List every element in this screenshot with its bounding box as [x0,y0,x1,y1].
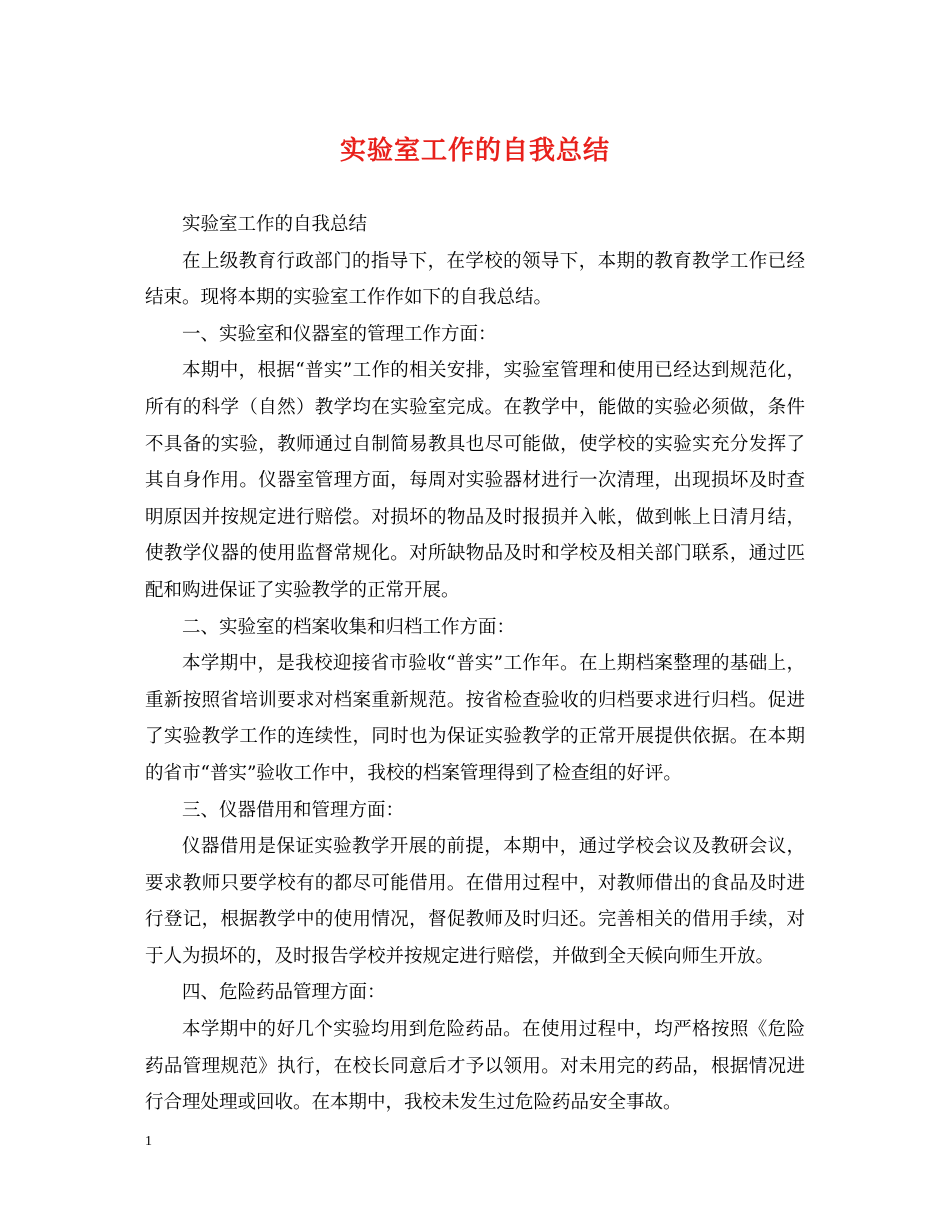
page-number: 1 [145,1134,152,1149]
section-heading-lab-management: 一、实验室和仪器室的管理工作方面： [182,323,497,345]
section-heading-hazardous-chemicals: 四、危险药品管理方面： [182,982,386,1004]
section-heading-equipment-lending: 三、仪器借用和管理方面： [182,799,405,821]
paragraph-lab-management: 本期中，根据“普实”工作的相关安排，实验室管理和使用已经达到规范化，所有的科学（自然）教学均在实验室完成。在教学中，能做的实验必须做，条件不具备的实验，教师通过自制简易教具也尽可能做，使学校的实验实充分发挥了其自身作用。仪器室管理方面，每周对实验器材进行一次清理，出现损坏及时查明原因并按规定进行赔偿。对损坏的物品及时报损并入帐，做到帐上日清月结，使教学仪器的使用监督常规化。对所缺物品及时和学校及相关部门联系，通过匹配和购进保证了实验教学的正常开展。 [145,360,805,601]
paragraph-hazardous-chemicals: 本学期中的好几个实验均用到危险药品。在使用过程中，均严格按照《危险药品管理规范》执行，在校长同意后才予以领用。对未用完的药品，根据情况进行合理处理或回收。在本期中，我校未发生过危险药品安全事故。 [145,1019,805,1114]
document-body [145,207,805,1122]
document-title: 实验室工作的自我总结 [339,136,610,166]
paragraph-archives: 本学期中，是我校迎接省市验收“普实”工作年。在上期档案整理的基础上，重新按照省培训要求对档案重新规范。按省检查验收的归档要求进行归档。促进了实验教学工作的连续性，同时也为保证实验教学的正常开展提供依据。在本期的省市“普实”验收工作中，我校的档案管理得到了检查组的好评。 [145,653,805,784]
paragraph-subtitle: 实验室工作的自我总结 [182,214,368,235]
section-heading-archives: 二、实验室的档案收集和归档工作方面： [182,616,516,638]
paragraph-intro: 在上级教育行政部门的指导下，在学校的领导下，本期的教育教学工作已经结束。现将本期的实验室工作作如下的自我总结。 [145,250,805,309]
paragraph-equipment-lending: 仪器借用是保证实验教学开展的前提，本期中，通过学校会议及教研会议，要求教师只要学校有的都尽可能借用。在借用过程中，对教师借出的食品及时进行登记，根据教学中的使用情况，督促教师及时归还。完善相关的借用手续，对于人为损坏的，及时报告学校并按规定进行赔偿，并做到全天候向师生开放。 [145,836,805,967]
